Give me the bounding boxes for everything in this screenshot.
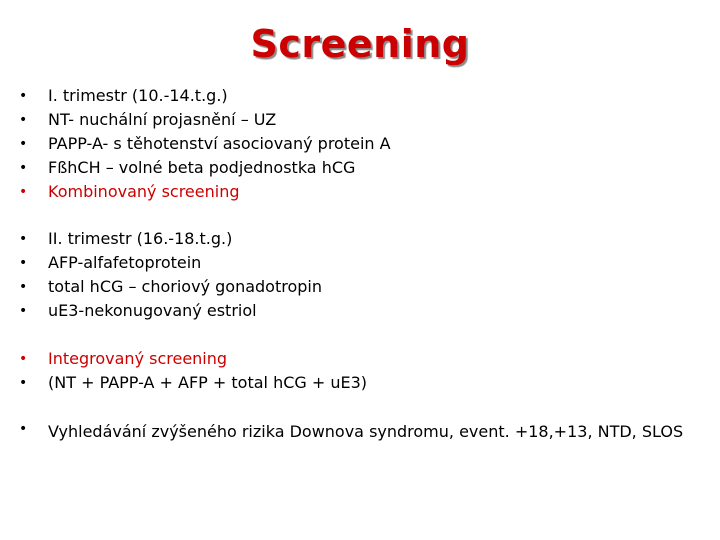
bullet-group-integrated xyxy=(14,347,714,395)
bullet-text: Kombinovaný screening xyxy=(48,182,240,201)
bullet-item xyxy=(14,251,714,275)
bullet-item xyxy=(14,156,714,180)
slide-title: Screening xyxy=(250,22,470,66)
bullet-icon: • xyxy=(19,160,28,176)
bullet-text: Integrovaný screening xyxy=(48,349,228,368)
bullet-text: FßhCH – volné beta podjednostka hCG xyxy=(48,158,356,177)
bullet-item xyxy=(14,275,714,299)
bullet-text: total hCG – choriový gonadotropin xyxy=(48,277,322,296)
bullet-group-second-trimester xyxy=(14,227,714,323)
bullet-icon: • xyxy=(19,184,28,200)
bullet-text: II. trimestr (16.-18.t.g.) xyxy=(48,229,233,248)
bullet-icon: • xyxy=(19,255,28,271)
bullet-icon: • xyxy=(19,351,28,367)
bullet-icon: • xyxy=(19,303,28,319)
bullet-icon: • xyxy=(19,375,28,391)
bullet-group-first-trimester xyxy=(14,84,714,204)
bullet-item xyxy=(14,84,714,108)
bullet-item-highlight xyxy=(14,180,714,204)
bullet-item xyxy=(14,299,714,323)
bullet-icon: • xyxy=(19,112,28,128)
bullet-icon: • xyxy=(19,88,28,104)
bullet-item xyxy=(14,227,714,251)
bullet-icon: • xyxy=(19,136,28,152)
bullet-icon: • xyxy=(19,421,28,437)
bullet-text: NT- nuchální projasnění – UZ xyxy=(48,110,277,129)
bullet-item xyxy=(14,108,714,132)
bullet-text: I. trimestr (10.-14.t.g.) xyxy=(48,86,228,105)
bullet-text: PAPP-A- s těhotenství asociovaný protein A xyxy=(48,134,391,153)
bullet-item xyxy=(14,420,714,441)
bullet-icon: • xyxy=(19,231,28,247)
bullet-text: uE3-nekonugovaný estriol xyxy=(48,301,257,320)
bullet-icon: • xyxy=(19,279,28,295)
bullet-text: (NT + PAPP-A + AFP + total hCG + uE3) xyxy=(48,373,368,392)
bullet-item-highlight xyxy=(14,347,714,371)
bullet-group-risk xyxy=(14,420,714,441)
bullet-item xyxy=(14,371,714,395)
bullet-text: AFP-alfafetoprotein xyxy=(48,253,202,272)
bullet-item xyxy=(14,132,714,156)
bullet-text: Vyhledávání zvýšeného rizika Downova syndromu, event. +18,+13, NTD, SLOS xyxy=(48,422,684,441)
